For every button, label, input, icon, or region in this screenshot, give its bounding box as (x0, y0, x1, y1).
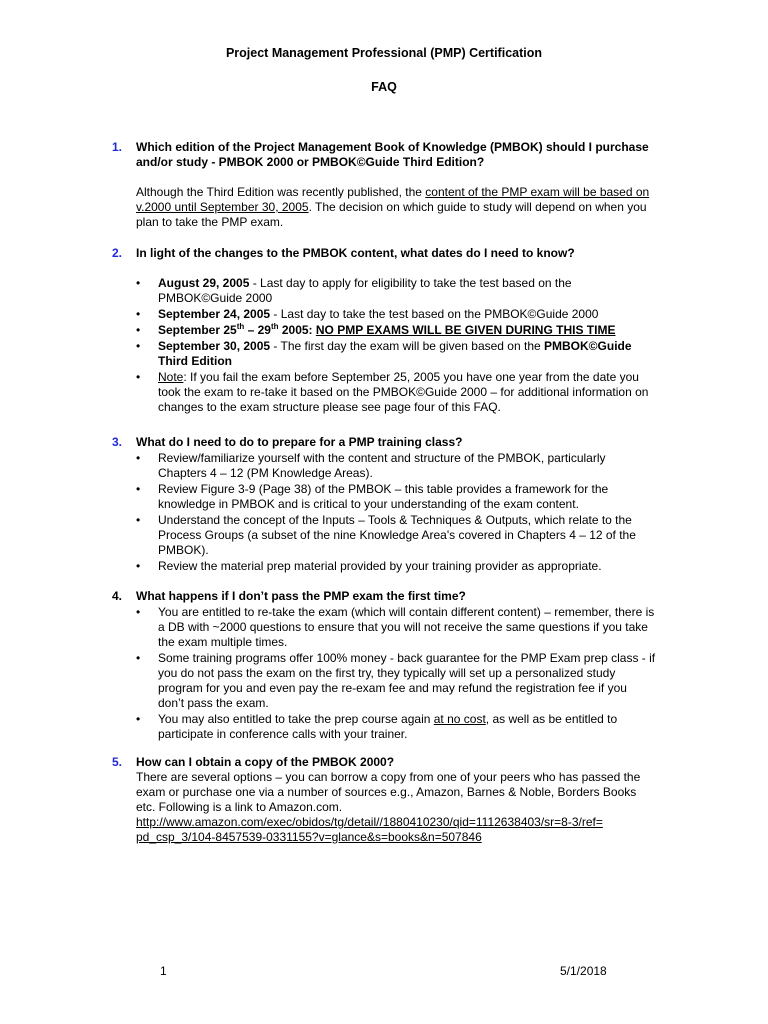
list-item (136, 651, 656, 711)
question-4 (112, 589, 652, 604)
list-item-text: You may also entitled to take the prep course again (158, 712, 434, 726)
note-label: Note (158, 370, 184, 384)
list-item (136, 370, 656, 415)
question-3 (112, 435, 652, 450)
bullet-icon: • (136, 323, 141, 337)
list-item (136, 513, 656, 558)
answer-text: Although the Third Edition was recently published, the (136, 185, 426, 199)
list-item (136, 605, 656, 650)
question-1 (112, 140, 652, 170)
list-item-text: Review the material prep material provided by your training provider as appropriate. (158, 559, 602, 573)
list-item-text: - Last day to take the test based on the PMBOK©Guide 2000 (270, 307, 599, 321)
amazon-link[interactable]: http://www.amazon.com/exec/obidos/tg/detail//1880410230/qid=1112638403/sr=8-3/ref=pd_csp_3/104-8457539-0331155?v=glance&s=books&n=507846 (136, 815, 603, 844)
question-2 (112, 246, 652, 261)
bullet-icon: • (136, 712, 141, 726)
date-label: September 24, 2005 (158, 307, 271, 321)
question-number: 5. (112, 755, 123, 769)
answer-text: There are several options – you can borrow a copy from one of your peers who has passed the exam or purchase one via a number of sources e.g., Amazon, Barnes & Noble, Borders Books etc. Following is a link to Amazon.com. (136, 770, 641, 814)
list-item (136, 451, 656, 481)
bullet-icon: • (136, 451, 141, 465)
question-number: 4. (112, 589, 123, 603)
answer-underlined-text: content of the PMP exam will be based on v.2000 until September 30, 2005 (136, 185, 650, 214)
date-label: September 25 (158, 323, 237, 337)
q3-bullet-list (136, 451, 656, 575)
question-text: How can I obtain a copy of the PMBOK 2000? (136, 755, 395, 769)
question-text: What happens if I don’t pass the PMP exam the first time? (136, 589, 466, 603)
answer-5 (136, 770, 656, 845)
bullet-icon: • (136, 605, 141, 619)
answer-1 (136, 185, 656, 230)
exam-blackout-alert: NO PMP EXAMS WILL BE GIVEN DURING THIS TIME (315, 323, 616, 337)
page-number: 1 (160, 964, 167, 978)
list-item-text: Some training programs offer 100% money - back guarantee for the PMP Exam prep class - if you do not pass the exam on the first try, they typically will set up a personalized study program for you and even pay the re-exam fee and may refund the registration fee if you don’t pass the exam. (158, 651, 656, 710)
date-label: – 29 (244, 323, 271, 337)
list-item-text: Understand the concept of the Inputs – Tools & Techniques & Outputs, which relate to the Process Groups (a subset of the nine Knowledge Area's covered in Chapters 4 – 12 of the PMBOK). (158, 513, 636, 557)
answer-text: . The decision on which guide to study will depend on when you plan to take the PMP exam. (136, 200, 647, 229)
bullet-icon: • (136, 307, 141, 321)
list-item-text: , as well as be entitled to participate in conference calls with your trainer. (158, 712, 618, 741)
bullet-icon: • (136, 513, 141, 527)
document-title: Project Management Professional (PMP) Certification (225, 46, 543, 60)
question-5 (112, 755, 652, 770)
list-item (136, 559, 656, 574)
edition-label: PMBOK©Guide Third Edition (158, 339, 632, 368)
list-item (136, 712, 656, 742)
underlined-text: at no cost (433, 712, 486, 726)
bullet-icon: • (136, 339, 141, 353)
list-item (136, 323, 656, 338)
question-text: Which edition of the Project Management Book of Knowledge (PMBOK) should I purchase and/or study - PMBOK 2000 or PMBOK©Guide Third Edition? (136, 140, 649, 169)
document-subtitle: FAQ (371, 80, 397, 94)
date-label: September 30, 2005 (158, 339, 271, 353)
list-item (136, 482, 656, 512)
bullet-icon: • (136, 370, 141, 384)
superscript: th (270, 322, 279, 331)
q4-bullet-list (136, 605, 656, 743)
list-item (136, 307, 656, 322)
list-item (136, 276, 656, 306)
question-text: In light of the changes to the PMBOK content, what dates do I need to know? (136, 246, 575, 260)
footer-date: 5/1/2018 (560, 964, 607, 978)
bullet-icon: • (136, 482, 141, 496)
question-number: 3. (112, 435, 123, 449)
date-label: 2005: (278, 323, 316, 337)
bullet-icon: • (136, 276, 141, 290)
bullet-icon: • (136, 651, 141, 665)
superscript: th (236, 322, 245, 331)
q2-bullet-list (136, 276, 656, 416)
list-item-text: - The first day the exam will be given based on the (270, 339, 545, 353)
question-text: What do I need to do to prepare for a PMP training class? (136, 435, 463, 449)
list-item (136, 339, 656, 369)
list-item-text: You are entitled to re-take the exam (which will contain different content) – remember, there is a DB with ~2000 questions to ensure that you will not receive the same questions if you take the exam multiple times. (158, 605, 655, 649)
date-label: August 29, 2005 (158, 276, 250, 290)
question-number: 2. (112, 246, 123, 260)
list-item-text: Review/familiarize yourself with the content and structure of the PMBOK, particularly Chapters 4 – 12 (PM Knowledge Areas). (158, 451, 606, 480)
bullet-icon: • (136, 559, 141, 573)
list-item-text: : If you fail the exam before September 25, 2005 you have one year from the date you took the exam to re-take it based on the PMBOK©Guide 2000 – for additional information on changes to the exam structure please see page four of this FAQ. (158, 370, 649, 414)
list-item-text: - Last day to apply for eligibility to take the test based on the PMBOK©Guide 2000 (158, 276, 572, 305)
question-number: 1. (112, 140, 123, 154)
list-item-text: Review Figure 3-9 (Page 38) of the PMBOK – this table provides a framework for the knowledge in PMBOK and is critical to your understanding of the exam content. (158, 482, 609, 511)
